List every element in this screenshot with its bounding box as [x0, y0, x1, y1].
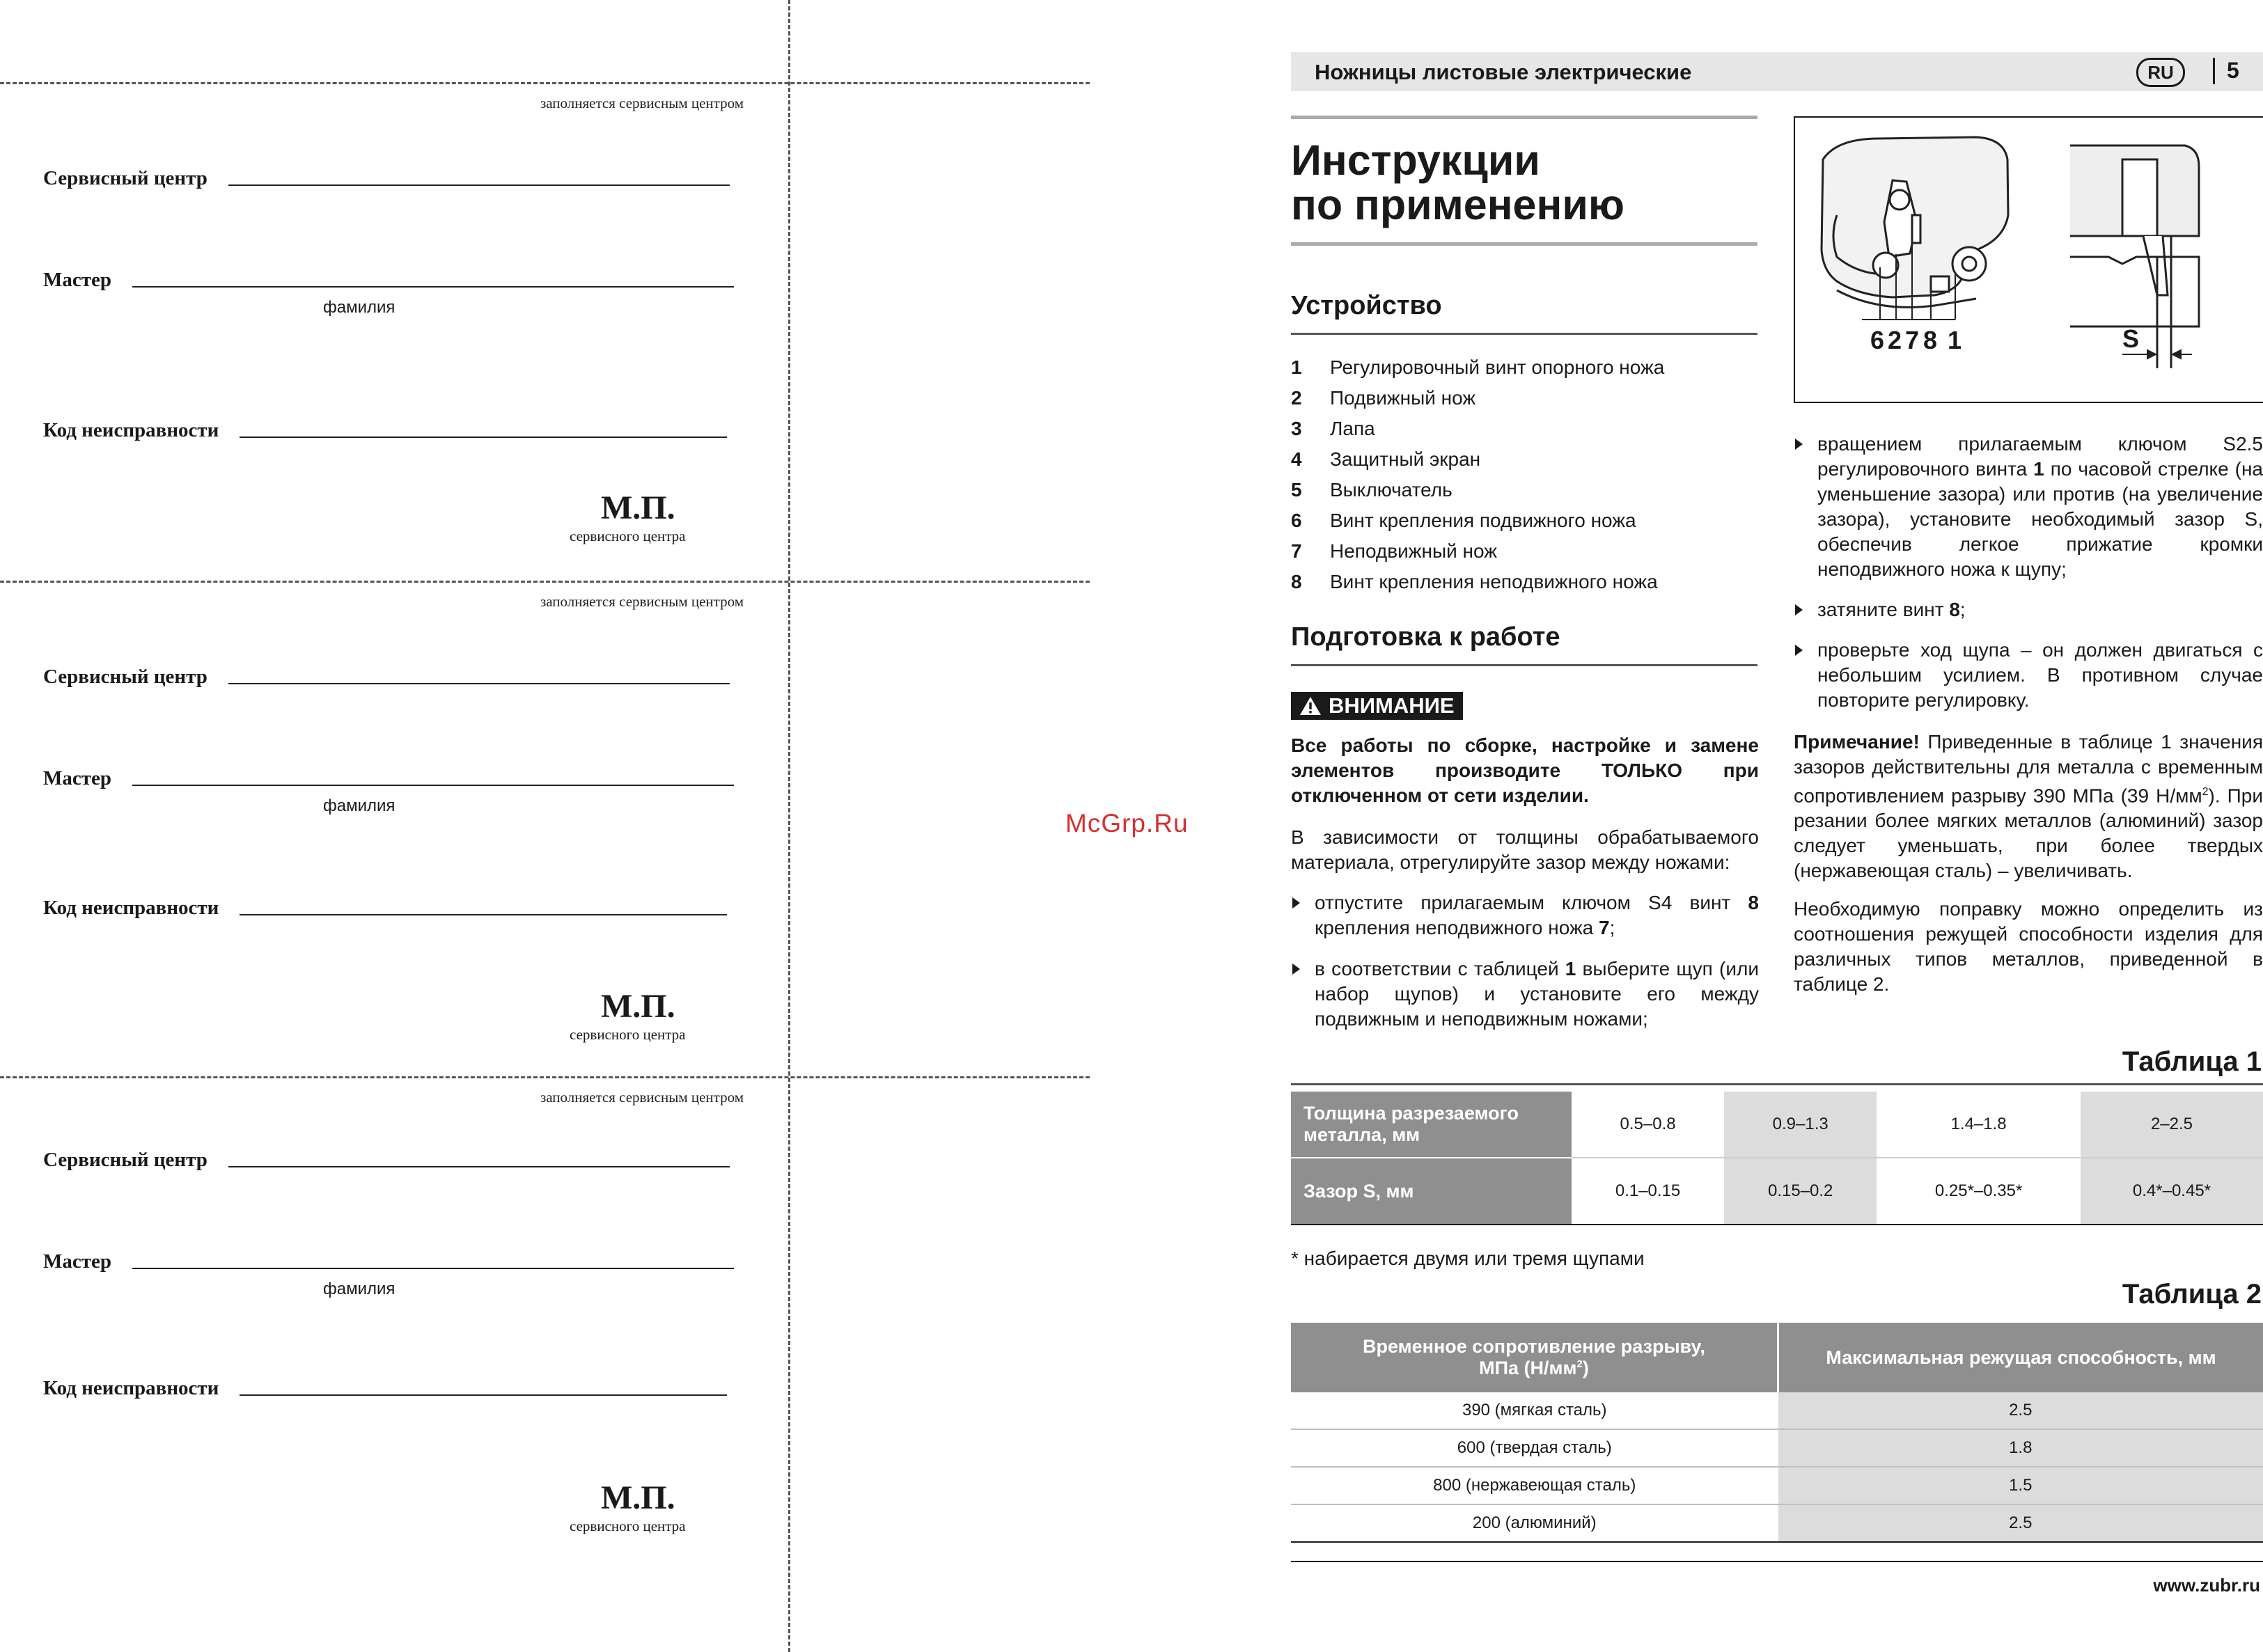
table-row: 200 (алюминий) 2.5 [1291, 1504, 2263, 1542]
fault-code-label: Код неисправности [43, 1377, 219, 1399]
list-item: 5 Выключатель [1291, 479, 1452, 501]
list-item: 1 Регулировочный винт опорного ножа [1291, 356, 1665, 378]
stamp-subtitle: сервисного центра [570, 1026, 686, 1043]
correction-paragraph: Необходимую поправку можно определить из соотношения режущей способности изделия для различных типов металлов, приведенной в таблице 2. [1794, 898, 2263, 995]
table-row: 800 (нержавеющая сталь) 1.5 [1291, 1467, 2263, 1504]
table1-footnote: * набирается двумя или тремя щупами [1291, 1248, 1645, 1269]
table-row: 390 (мягкая сталь) 2.5 [1291, 1392, 2263, 1429]
table1-caption: Таблица 1 [2122, 1046, 2262, 1077]
list-item: 2 Подвижный нож [1291, 387, 1476, 409]
footer-site[interactable]: www.zubr.ru [2153, 1575, 2260, 1596]
service-center-field[interactable] [43, 666, 730, 689]
table2-caption: Таблица 2 [2122, 1279, 2262, 1309]
service-center-field[interactable] [43, 167, 730, 190]
stamp-place: М.П. [601, 988, 675, 1025]
cutting-capacity-table [1291, 1323, 2263, 1543]
surname-hint: фамилия [323, 796, 396, 815]
fault-code-field[interactable] [43, 897, 727, 920]
bullet-arrow-icon [1795, 645, 1803, 656]
coupon-note: заполняется сервисным центром [540, 95, 744, 111]
service-coupon [0, 1076, 787, 1575]
service-center-label: Сервисный центр [43, 1149, 207, 1171]
stamp-subtitle: сервисного центра [570, 528, 686, 544]
device-heading: Устройство [1291, 291, 1442, 320]
fault-code-label: Код неисправности [43, 897, 219, 919]
callout-1: 1 [1948, 326, 1962, 354]
step-adjust-gap: вращением прилагаемым ключом S2.5 регулировочного винта 1 по часовой стрелке (на уменьшение зазора) или против (на увеличение зазора), установите необходимый зазор S, обеспечив легкое прижатие кромки неподвижного ножа к щупу; [1794, 432, 2263, 582]
stamp-place: М.П. [601, 489, 675, 526]
header-title: Ножницы листовые электрические [1315, 60, 1692, 84]
list-item: 6 Винт крепления подвижного ножа [1291, 510, 1636, 531]
parts-list [1291, 356, 1764, 601]
prep-heading: Подготовка к работе [1291, 622, 1560, 652]
master-label: Мастер [43, 269, 111, 291]
cut-line-vertical [788, 0, 790, 1652]
fault-code-field[interactable] [43, 1377, 727, 1400]
service-center-label: Сервисный центр [43, 167, 207, 189]
step-tighten: затяните винт 8; [1794, 597, 2263, 622]
bullet-arrow-icon [1292, 963, 1300, 975]
divider [1291, 242, 1757, 246]
step-select-gauge: в соответствии с таблицей 1 выберите щуп (или набор щупов) и установите его между подвижным и неподвижным ножами; [1291, 957, 1759, 1032]
bullet-arrow-icon [1795, 439, 1803, 450]
warning-text: Все работы по сборке, настройке и замене элементов производите ТОЛЬКО при отключенном от сети изделии. [1291, 734, 1759, 806]
coupon-note: заполняется сервисным центром [540, 1089, 744, 1106]
table-row: 600 (твердая сталь) 1.8 [1291, 1429, 2263, 1467]
stamp-place: М.П. [601, 1479, 675, 1516]
page-header [1291, 52, 2263, 91]
fault-code-label: Код неисправности [43, 419, 219, 441]
page-title: Инструкции по применению [1291, 136, 1624, 228]
table-row: Толщина разрезаемого металла, мм 0.5–0.8 0.9–1.3 1.4–1.8 2–2.5 [1291, 1092, 2263, 1158]
divider [1291, 664, 1757, 666]
callout-6: 6 [1870, 326, 1885, 354]
coupon-note: заполняется сервисным центром [540, 593, 744, 610]
master-field[interactable] [43, 1250, 734, 1273]
watermark: McGrp.Ru [1065, 809, 1189, 837]
bullet-arrow-icon [1795, 604, 1803, 615]
warning-icon [1299, 696, 1322, 716]
bullet-arrow-icon [1292, 897, 1300, 908]
shear-head-illustration [1795, 118, 2263, 402]
note-paragraph: Примечание! Приведенные в таблице 1 значения зазоров действительны для металла с временным сопротивлением разрыву 390 МПа (39 $Н/мм^2$). При резании более мягких металлов (алюминий) зазор следует уменьшать, при более твердых (нержавеющая сталь) – увеличивать. [1794, 731, 2263, 882]
master-label: Мастер [43, 767, 111, 789]
surname-hint: фамилия [323, 298, 396, 317]
master-field[interactable] [43, 269, 734, 292]
service-center-field[interactable] [43, 1149, 730, 1172]
callout-7: 7 [1905, 326, 1920, 354]
gap-table [1291, 1092, 2263, 1225]
language-badge: RU [2136, 58, 2185, 87]
list-item: 3 Лапа [1291, 418, 1375, 439]
list-item: 8 Винт крепления неподвижного ножа [1291, 571, 1658, 592]
service-coupon [0, 82, 787, 581]
step-check: проверьте ход щупа – он должен двигаться с небольшим усилием. В противном случае повторите регулировку. [1794, 638, 2263, 713]
callout-2: 2 [1888, 326, 1902, 354]
footer-divider [1291, 1561, 2263, 1562]
intro-paragraph: В зависимости от толщины обрабатываемого материала, отрегулируйте зазор между ножами: [1291, 826, 1759, 873]
service-center-label: Сервисный центр [43, 666, 207, 688]
service-coupon [0, 581, 787, 1079]
callout-8: 8 [1923, 326, 1938, 354]
table-row: Зазор S, мм 0.1–0.15 0.15–0.2 0.25*–0.35* 0.4*–0.45* [1291, 1158, 2263, 1225]
divider [1291, 116, 1757, 119]
master-label: Мастер [43, 1250, 111, 1273]
page-number: 5 [2227, 58, 2239, 83]
fault-code-field[interactable] [43, 419, 727, 442]
table-header-row: Временное сопротивление разрыву, МПа $(Н/мм^2)$ Максимальная режущая способность, мм [1291, 1323, 2263, 1392]
divider [1291, 1083, 2263, 1085]
divider [1291, 333, 1757, 335]
gap-label: S [2122, 324, 2140, 353]
stamp-subtitle: сервисного центра [570, 1518, 686, 1534]
list-item: 4 Защитный экран [1291, 448, 1481, 470]
master-field[interactable] [43, 767, 734, 790]
warning-badge: ВНИМАНИЕ [1291, 692, 1463, 720]
list-item: 7 Неподвижный нож [1291, 540, 1497, 562]
step-loosen: отпустите прилагаемым ключом S4 винт 8 крепления неподвижного ножа 7; [1291, 890, 1759, 941]
shear-figure [1794, 116, 2263, 403]
surname-hint: фамилия [323, 1280, 396, 1298]
